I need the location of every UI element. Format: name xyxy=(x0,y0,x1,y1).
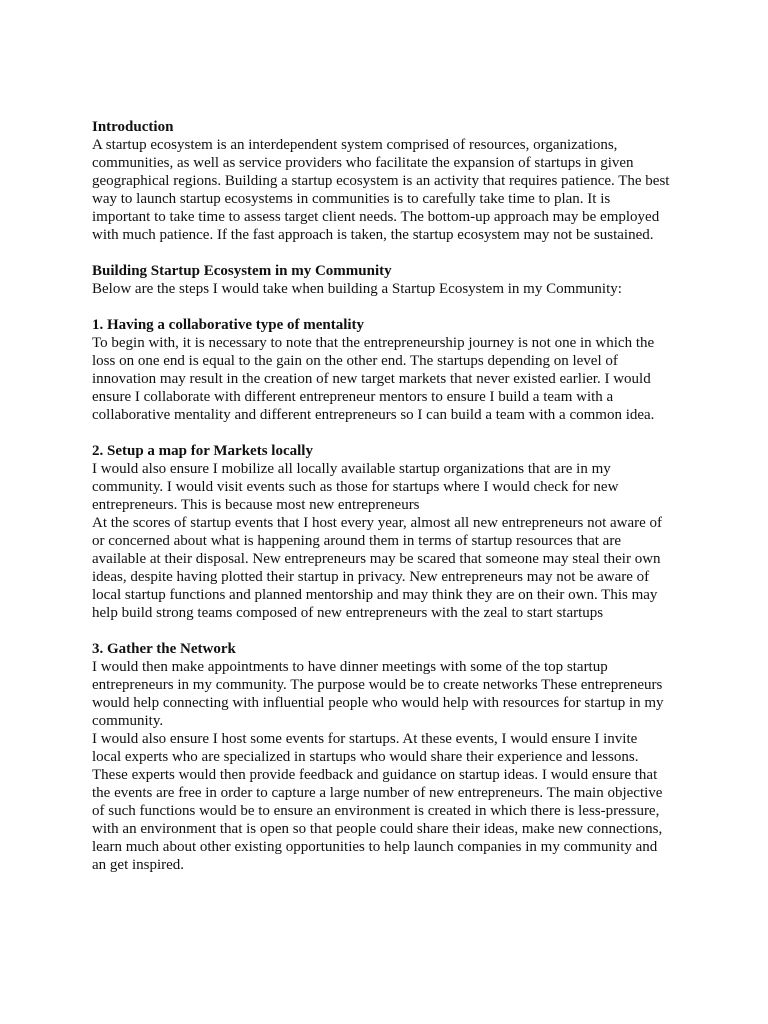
heading-building-ecosystem: Building Startup Ecosystem in my Community xyxy=(92,263,392,279)
section-step-1 xyxy=(92,316,670,424)
paragraph-step-2-b: At the scores of startup events that I host every year, almost all new entrepreneurs not aware of or concerned about what is happening around them in terms of startup resources that are available at their disposal. New entrepreneurs may be scared that someone may steal their own ideas, despite having plotted their startup in privacy. New entrepreneurs may not be aware of local startup functions and planned mentorship and may think they are on their own. This may help build strong teams composed of new entrepreneurs with the zeal to start startups xyxy=(92,515,663,621)
document-page xyxy=(92,118,670,892)
paragraph-building-ecosystem: Below are the steps I would take when building a Startup Ecosystem in my Community: xyxy=(92,281,622,297)
section-building-ecosystem xyxy=(92,262,670,298)
paragraph-step-2-a: I would also ensure I mobilize all locally available startup organizations that are in my community. I would visit events such as those for startups where I would check for new entrepreneurs. This is because most new entrepreneurs xyxy=(92,461,619,513)
section-step-2 xyxy=(92,442,670,622)
heading-step-3: 3. Gather the Network xyxy=(92,641,236,657)
paragraph-step-1: To begin with, it is necessary to note that the entrepreneurship journey is not one in which the loss on one end is equal to the gain on the other end. The startups depending on level of innovation may result in the creation of new target markets that never existed earlier. I would ensure I collaborate with different entrepreneur mentors to ensure I build a team with a collaborative mentality and different entrepreneurs so I can build a team with a common idea. xyxy=(92,335,655,423)
section-step-3 xyxy=(92,640,670,874)
paragraph-step-3-a: I would then make appointments to have dinner meetings with some of the top startup entrepreneurs in my community. The purpose would be to create networks These entrepreneurs would help connecting with influential people who would help with resources for startup in my community. xyxy=(92,659,664,729)
section-introduction xyxy=(92,118,670,244)
heading-step-2: 2. Setup a map for Markets locally xyxy=(92,443,313,459)
heading-step-1: 1. Having a collaborative type of mentality xyxy=(92,317,365,333)
heading-introduction: Introduction xyxy=(92,119,174,135)
paragraph-step-3-b: I would also ensure I host some events for startups. At these events, I would ensure I invite local experts who are specialized in startups who would share their experience and lessons. These experts would then provide feedback and guidance on startup ideas. I would ensure that the events are free in order to capture a large number of new entrepreneurs. The main objective of such functions would be to ensure an environment is created in which there is less-pressure, with an environment that is open so that people could share their ideas, make new connections, learn much about other existing opportunities to help launch companies in my community and an get inspired. xyxy=(92,731,663,873)
paragraph-introduction: A startup ecosystem is an interdependent system comprised of resources, organizations, communities, as well as service providers who facilitate the expansion of startups in given geographical regions. Building a startup ecosystem is an activity that requires patience. The best way to launch startup ecosystems in communities is to carefully take time to plan. It is important to take time to assess target client needs. The bottom-up approach may be employed with much patience. If the fast approach is taken, the startup ecosystem may not be sustained. xyxy=(92,137,670,243)
